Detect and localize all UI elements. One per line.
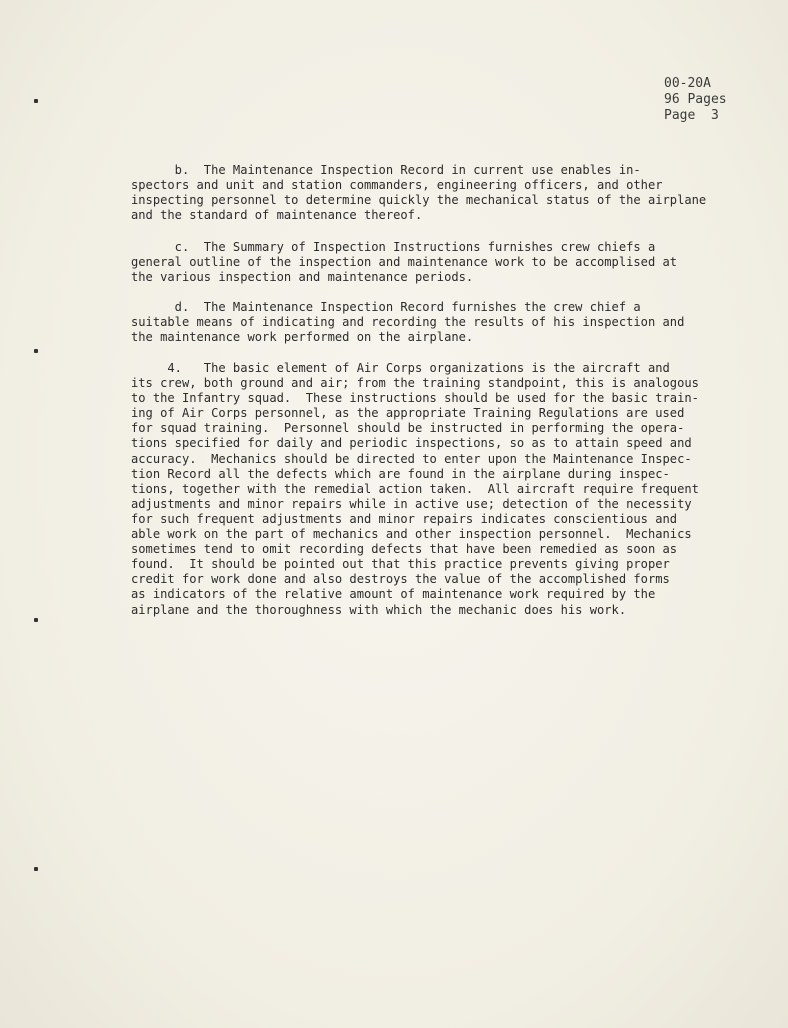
document-number: 00-20A: [664, 76, 711, 91]
text-line: tion Record all the defects which are found in the airplane during inspec-: [131, 466, 670, 481]
page-count: 96 Pages: [664, 92, 727, 107]
text-line: c. The Summary of Inspection Instructions furnishes crew chiefs a: [131, 240, 656, 254]
text-line: d. The Maintenance Inspection Record furnishes the crew chief a: [131, 300, 641, 314]
page-header: [664, 76, 727, 124]
margin-mark: [34, 349, 38, 353]
text-line: spectors and unit and station commanders, engineering officers, and other: [131, 178, 663, 193]
paragraph-4: [131, 361, 731, 618]
page-number: Page 3: [664, 108, 719, 123]
text-line: 4. The basic element of Air Corps organizations is the aircraft and: [131, 361, 670, 375]
text-line: credit for work done and also destroys the value of the accomplished forms: [131, 572, 670, 587]
text-line: tions specified for daily and periodic inspections, so as to attain speed and: [131, 436, 692, 451]
text-line: suitable means of indicating and recording the results of his inspection and: [131, 315, 685, 330]
text-line: airplane and the thoroughness with which the mechanic does his work.: [131, 602, 627, 617]
text-line: inspecting personnel to determine quickly the mechanical status of the airplane: [131, 193, 707, 208]
text-line: as indicators of the relative amount of maintenance work required by the: [131, 587, 656, 602]
text-line: the maintenance work performed on the airplane.: [131, 330, 474, 345]
text-line: and the standard of maintenance thereof.: [131, 208, 423, 223]
margin-mark: [34, 618, 38, 622]
margin-mark: [34, 99, 38, 103]
text-line: adjustments and minor repairs while in active use; detection of the necessity: [131, 496, 692, 511]
text-line: for such frequent adjustments and minor repairs indicates conscientious and: [131, 511, 678, 526]
text-line: b. The Maintenance Inspection Record in current use enables in-: [131, 163, 641, 177]
text-line: able work on the part of mechanics and other inspection personnel. Mechanics: [131, 527, 692, 542]
text-line: found. It should be pointed out that this practice prevents giving proper: [131, 557, 670, 572]
paragraph-b: [131, 163, 731, 223]
text-line: the various inspection and maintenance periods.: [131, 270, 474, 285]
text-line: accuracy. Mechanics should be directed to enter upon the Maintenance Inspec-: [131, 451, 692, 466]
margin-mark: [34, 867, 38, 871]
text-line: tions, together with the remedial action taken. All aircraft require frequent: [131, 481, 699, 496]
paragraph-d: [131, 300, 731, 345]
paragraph-c: [131, 240, 731, 285]
text-line: to the Infantry squad. These instructions should be used for the basic train-: [131, 391, 699, 406]
text-line: its crew, both ground and air; from the training standpoint, this is analogous: [131, 376, 699, 391]
text-line: for squad training. Personnel should be instructed in performing the opera-: [131, 421, 685, 436]
text-line: sometimes tend to omit recording defects that have been remedied as soon as: [131, 542, 678, 557]
text-line: general outline of the inspection and maintenance work to be accomplised at: [131, 255, 678, 270]
text-line: ing of Air Corps personnel, as the appropriate Training Regulations are used: [131, 406, 685, 421]
